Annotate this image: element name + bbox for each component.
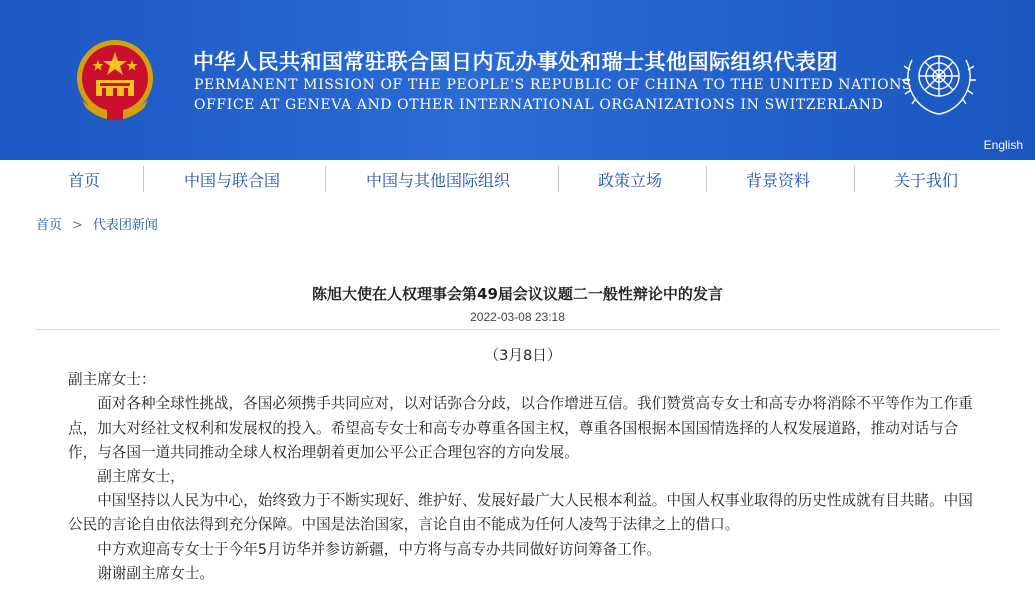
site-title-cn: 中华人民共和国常驻联合国日内瓦办事处和瑞士其他国际组织代表团 [193,50,838,74]
article-salutation: 副主席女士， [97,468,185,486]
nav-item-home[interactable]: 首页 [68,171,101,190]
article-body [68,344,978,586]
nav-separator [143,166,144,192]
national-emblem-icon [74,38,156,124]
article-title: 陈旭大使在人权理事会第49届会议议题二一般性辩论中的发言 [312,285,723,303]
article-closing: 谢谢副主席女士。 [97,564,214,582]
nav-item-china-un[interactable]: 中国与联合国 [184,171,281,190]
breadcrumb-separator: > [72,218,83,233]
article-paragraph: 面对各种全球性挑战，各国必须携手共同应对，以对话弥合分歧，以合作增进互信。我们赞赏高专女士和高专办将消除不平等作为工作重点，加大对经社文权利和发展权的投入。希望高专女士和高专办尊重各国主权，尊重各国根据本国国情选择的人权发展道路，推动对话与合作，与各国一道共同推动全球人权治理朝着更加公平公正合理包容的方向发展。 [68,395,973,461]
breadcrumb-home-link[interactable]: 首页 [36,218,63,233]
english-language-link[interactable]: English [983,138,1023,152]
article-date-note: （3月8日） [484,347,562,364]
article-date: 2022-03-08 23:18 [470,310,565,324]
nav-item-policy[interactable]: 政策立场 [598,171,663,190]
un-emblem-icon [896,40,982,118]
main-nav [0,160,1035,200]
title-divider [36,329,999,330]
article-paragraph: 中国坚持以人民为中心，始终致力于不断实现好、维护好、发展好最广大人民根本利益。中国人权事业取得的历史性成就有目共睹。中国公民的言论自由依法得到充分保障。中国是法治国家，言论自由不能成为任何人凌驾于法律之上的借口。 [68,492,973,534]
site-title-en-line1: PERMANENT MISSION OF THE PEOPLE'S REPUBLIC OF CHINA TO THE UNITED NATIONS [194,77,913,93]
site-title-en-line2: OFFICE AT GENEVA AND OTHER INTERNATIONAL ORGANIZATIONS IN SWITZERLAND [194,97,884,113]
article-salutation: 副主席女士： [68,371,156,389]
nav-separator [325,166,326,192]
breadcrumb [36,214,158,233]
nav-item-china-other-orgs[interactable]: 中国与其他国际组织 [366,171,511,190]
breadcrumb-current-link[interactable]: 代表团新闻 [92,218,158,233]
article-paragraph: 中方欢迎高专女士于今年5月访华并参访新疆，中方将与高专办共同做好访问筹备工作。 [97,540,662,558]
nav-item-background[interactable]: 背景资料 [746,171,811,190]
header-banner [0,0,1035,160]
nav-separator [558,166,559,192]
nav-item-about-us[interactable]: 关于我们 [894,171,959,190]
nav-separator [706,166,707,192]
nav-separator [854,166,855,192]
